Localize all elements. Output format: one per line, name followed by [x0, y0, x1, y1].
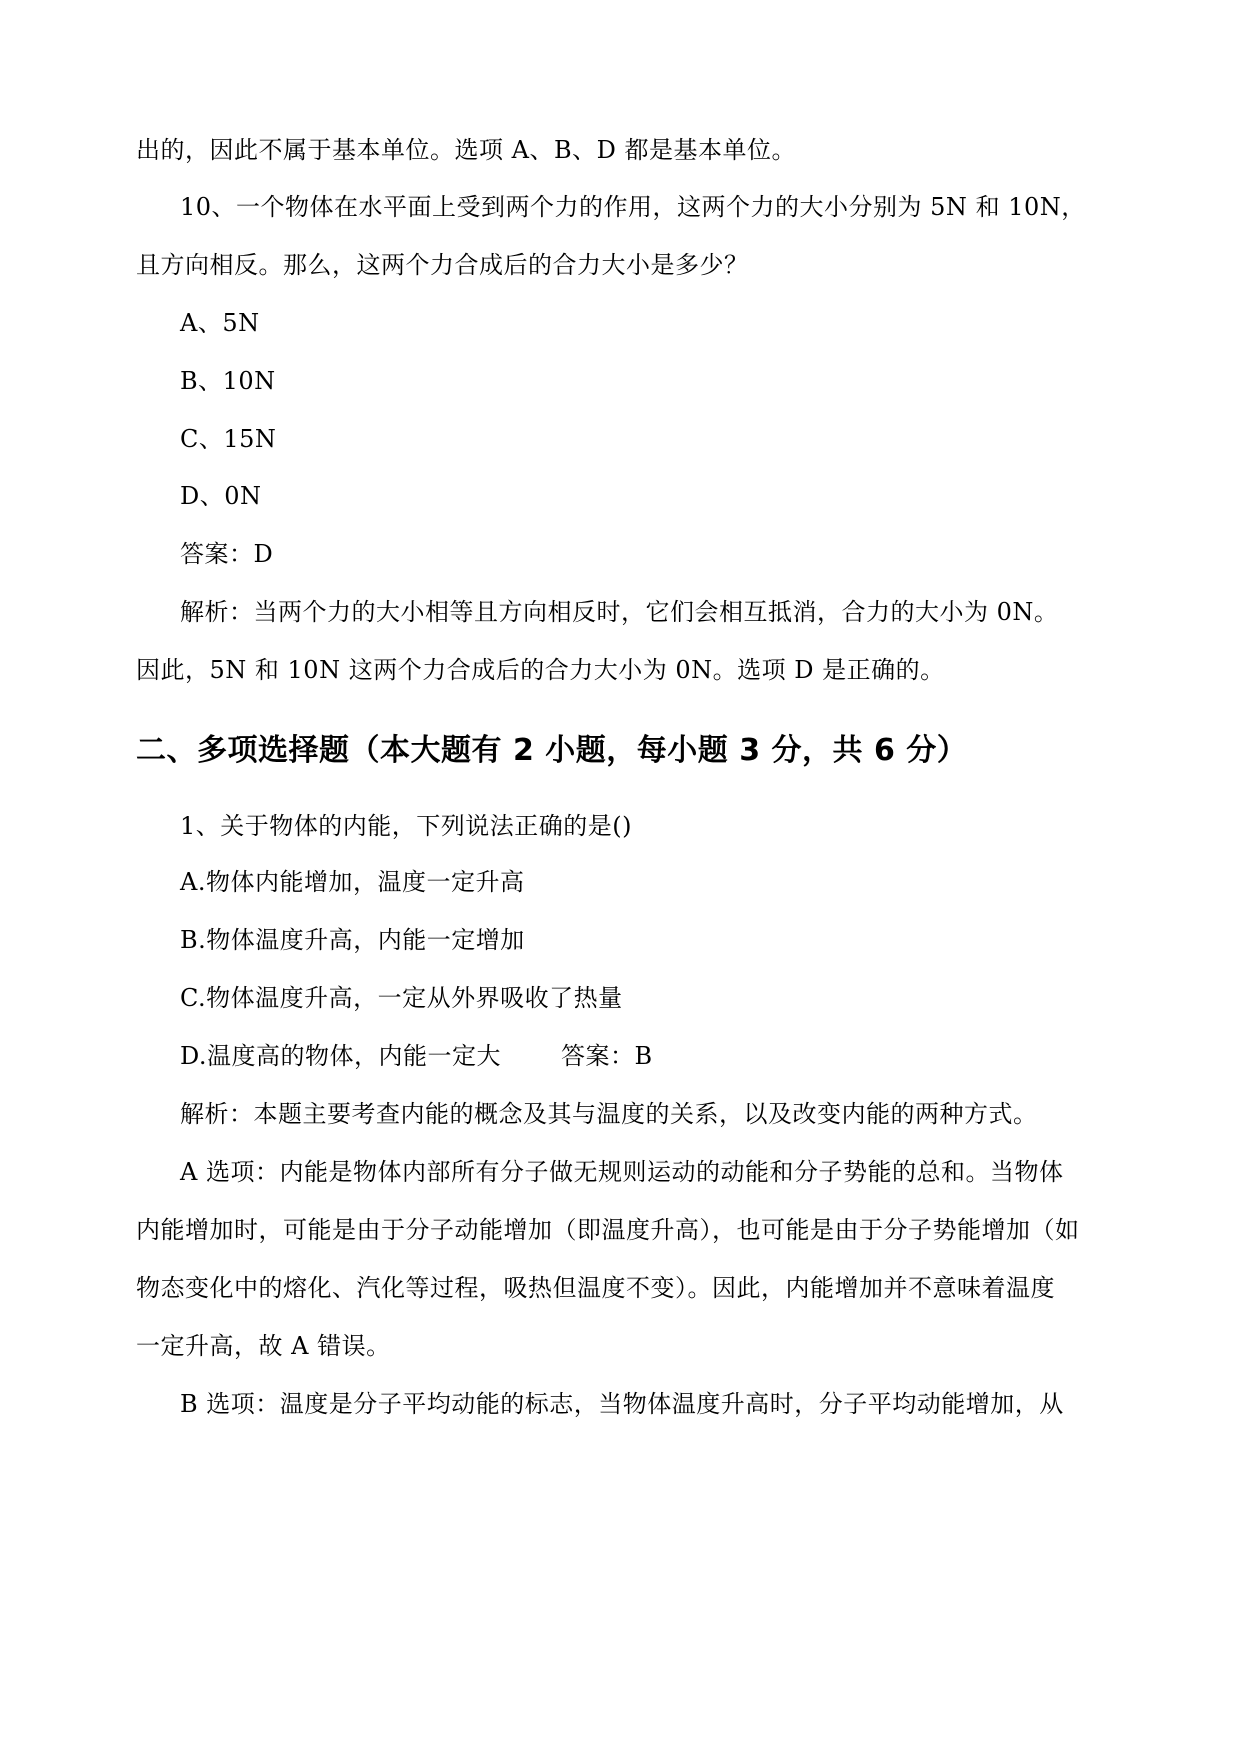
- q10-option-a: A、5N: [180, 309, 260, 337]
- q10-stem-line-1: 10、一个物体在水平面上受到两个力的作用，这两个力的大小分别为 5N 和 10N，: [180, 193, 1086, 221]
- q10-option-b: B、10N: [180, 367, 276, 395]
- q10-answer: 答案：D: [180, 540, 274, 568]
- mq1-option-b: B.物体温度升高，内能一定增加: [180, 926, 525, 954]
- mq1-b-explain-line-1: B 选项：温度是分子平均动能的标志，当物体温度升高时，分子平均动能增加，从: [180, 1390, 1064, 1418]
- mq1-option-a: A.物体内能增加，温度一定升高: [180, 868, 525, 896]
- q10-stem-line-2: 且方向相反。那么，这两个力合成后的合力大小是多少？: [136, 251, 749, 279]
- mq1-option-d: D.温度高的物体，内能一定大: [180, 1042, 502, 1070]
- mq1-answer: 答案：B: [561, 1042, 653, 1070]
- q9-analysis-tail: 出的，因此不属于基本单位。选项 A、B、D 都是基本单位。: [136, 136, 796, 164]
- section-heading-multiple-choice: 二、多项选择题（本大题有 2 小题，每小题 3 分，共 6 分）: [136, 733, 968, 768]
- q10-analysis-line-1: 解析：当两个力的大小相等且方向相反时，它们会相互抵消，合力的大小为 0N。: [180, 598, 1059, 626]
- q10-option-c: C、15N: [180, 425, 277, 453]
- mq1-a-explain-line-3: 物态变化中的熔化、汽化等过程，吸热但温度不变）。因此，内能增加并不意味着温度: [136, 1274, 1055, 1302]
- mq1-stem: 1、关于物体的内能，下列说法正确的是(): [180, 812, 632, 840]
- mq1-a-explain-line-2: 内能增加时，可能是由于分子动能增加（即温度升高），也可能是由于分子势能增加（如: [136, 1216, 1080, 1244]
- q10-analysis-line-2: 因此，5N 和 10N 这两个力合成后的合力大小为 0N。选项 D 是正确的。: [136, 656, 945, 684]
- mq1-analysis: 解析：本题主要考查内能的概念及其与温度的关系，以及改变内能的两种方式。: [180, 1100, 1038, 1128]
- q10-option-d: D、0N: [180, 482, 262, 510]
- mq1-a-explain-line-1: A 选项：内能是物体内部所有分子做无规则运动的动能和分子势能的总和。当物体: [180, 1158, 1064, 1186]
- mq1-a-explain-line-4: 一定升高，故 A 错误。: [136, 1332, 391, 1360]
- mq1-option-c: C.物体温度升高，一定从外界吸收了热量: [180, 984, 623, 1012]
- mq1-option-d-row: [180, 1041, 653, 1071]
